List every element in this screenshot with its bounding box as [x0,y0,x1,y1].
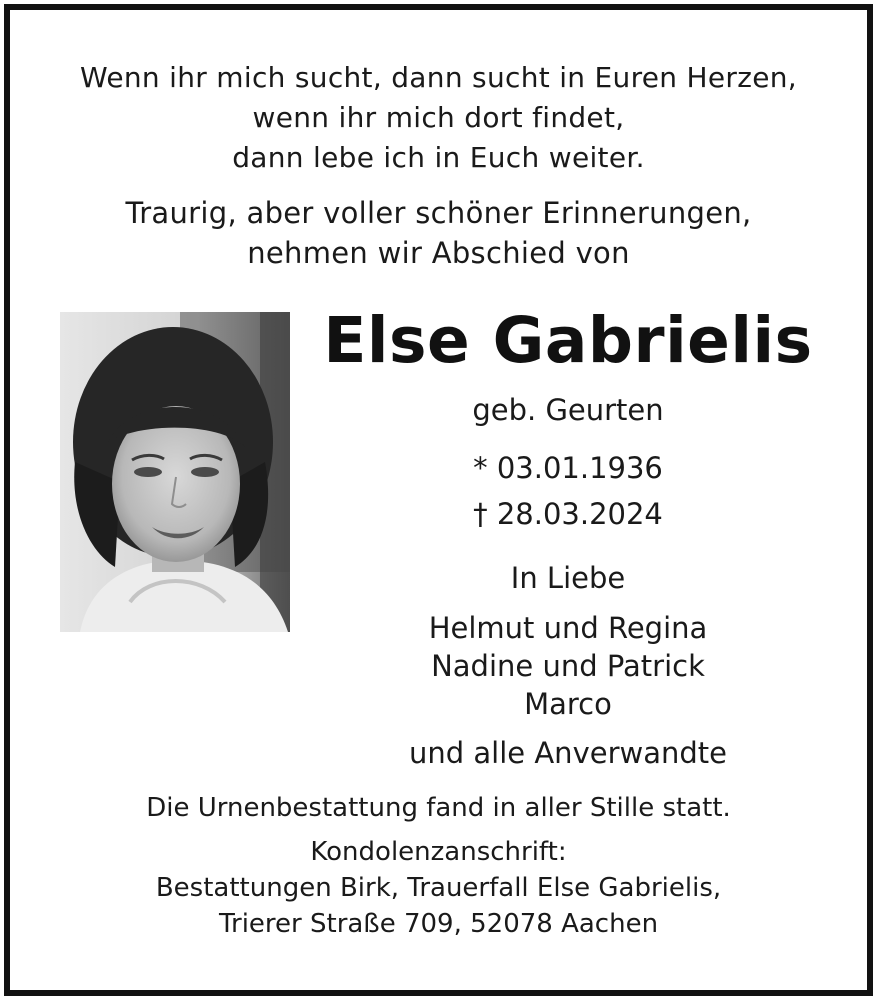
deceased-name: Else Gabrielis [323,304,813,377]
condolence-label: Kondolenzanschrift: [310,837,567,867]
poem-line: wenn ihr mich dort findet, [252,101,625,134]
poem-line: dann lebe ich in Euch weiter. [232,141,645,174]
mourners-list [318,609,818,723]
relatives-text: und alle Anverwandte [409,736,727,770]
mourner-name: Marco [524,687,612,721]
portrait-photo [60,312,290,632]
portrait-illustration [60,312,290,632]
mourner-name: Nadine und Patrick [431,649,705,683]
condolence-address-line: Bestattungen Birk, Trauerfall Else Gabrielis, [155,873,722,903]
death-date: † 28.03.2024 [473,497,663,531]
intro-line: Traurig, aber voller schöner Erinnerungen, [125,196,752,230]
intro-text [0,193,877,273]
mourners-heading: In Liebe [510,561,626,595]
intro-line: nehmen wir Abschied von [247,236,630,270]
condolence-address [0,834,877,942]
mourner-name: Helmut und Regina [428,611,708,645]
life-dates [318,445,818,537]
maiden-name: geb. Geurten [472,393,664,427]
birth-date: * 03.01.1936 [473,451,663,485]
poem-line: Wenn ihr mich sucht, dann sucht in Euren Herzen, [79,61,798,94]
poem [0,58,877,178]
burial-note: Die Urnenbestattung fand in aller Stille statt. [146,793,731,823]
condolence-address-line: Trierer Straße 709, 52078 Aachen [218,909,659,939]
